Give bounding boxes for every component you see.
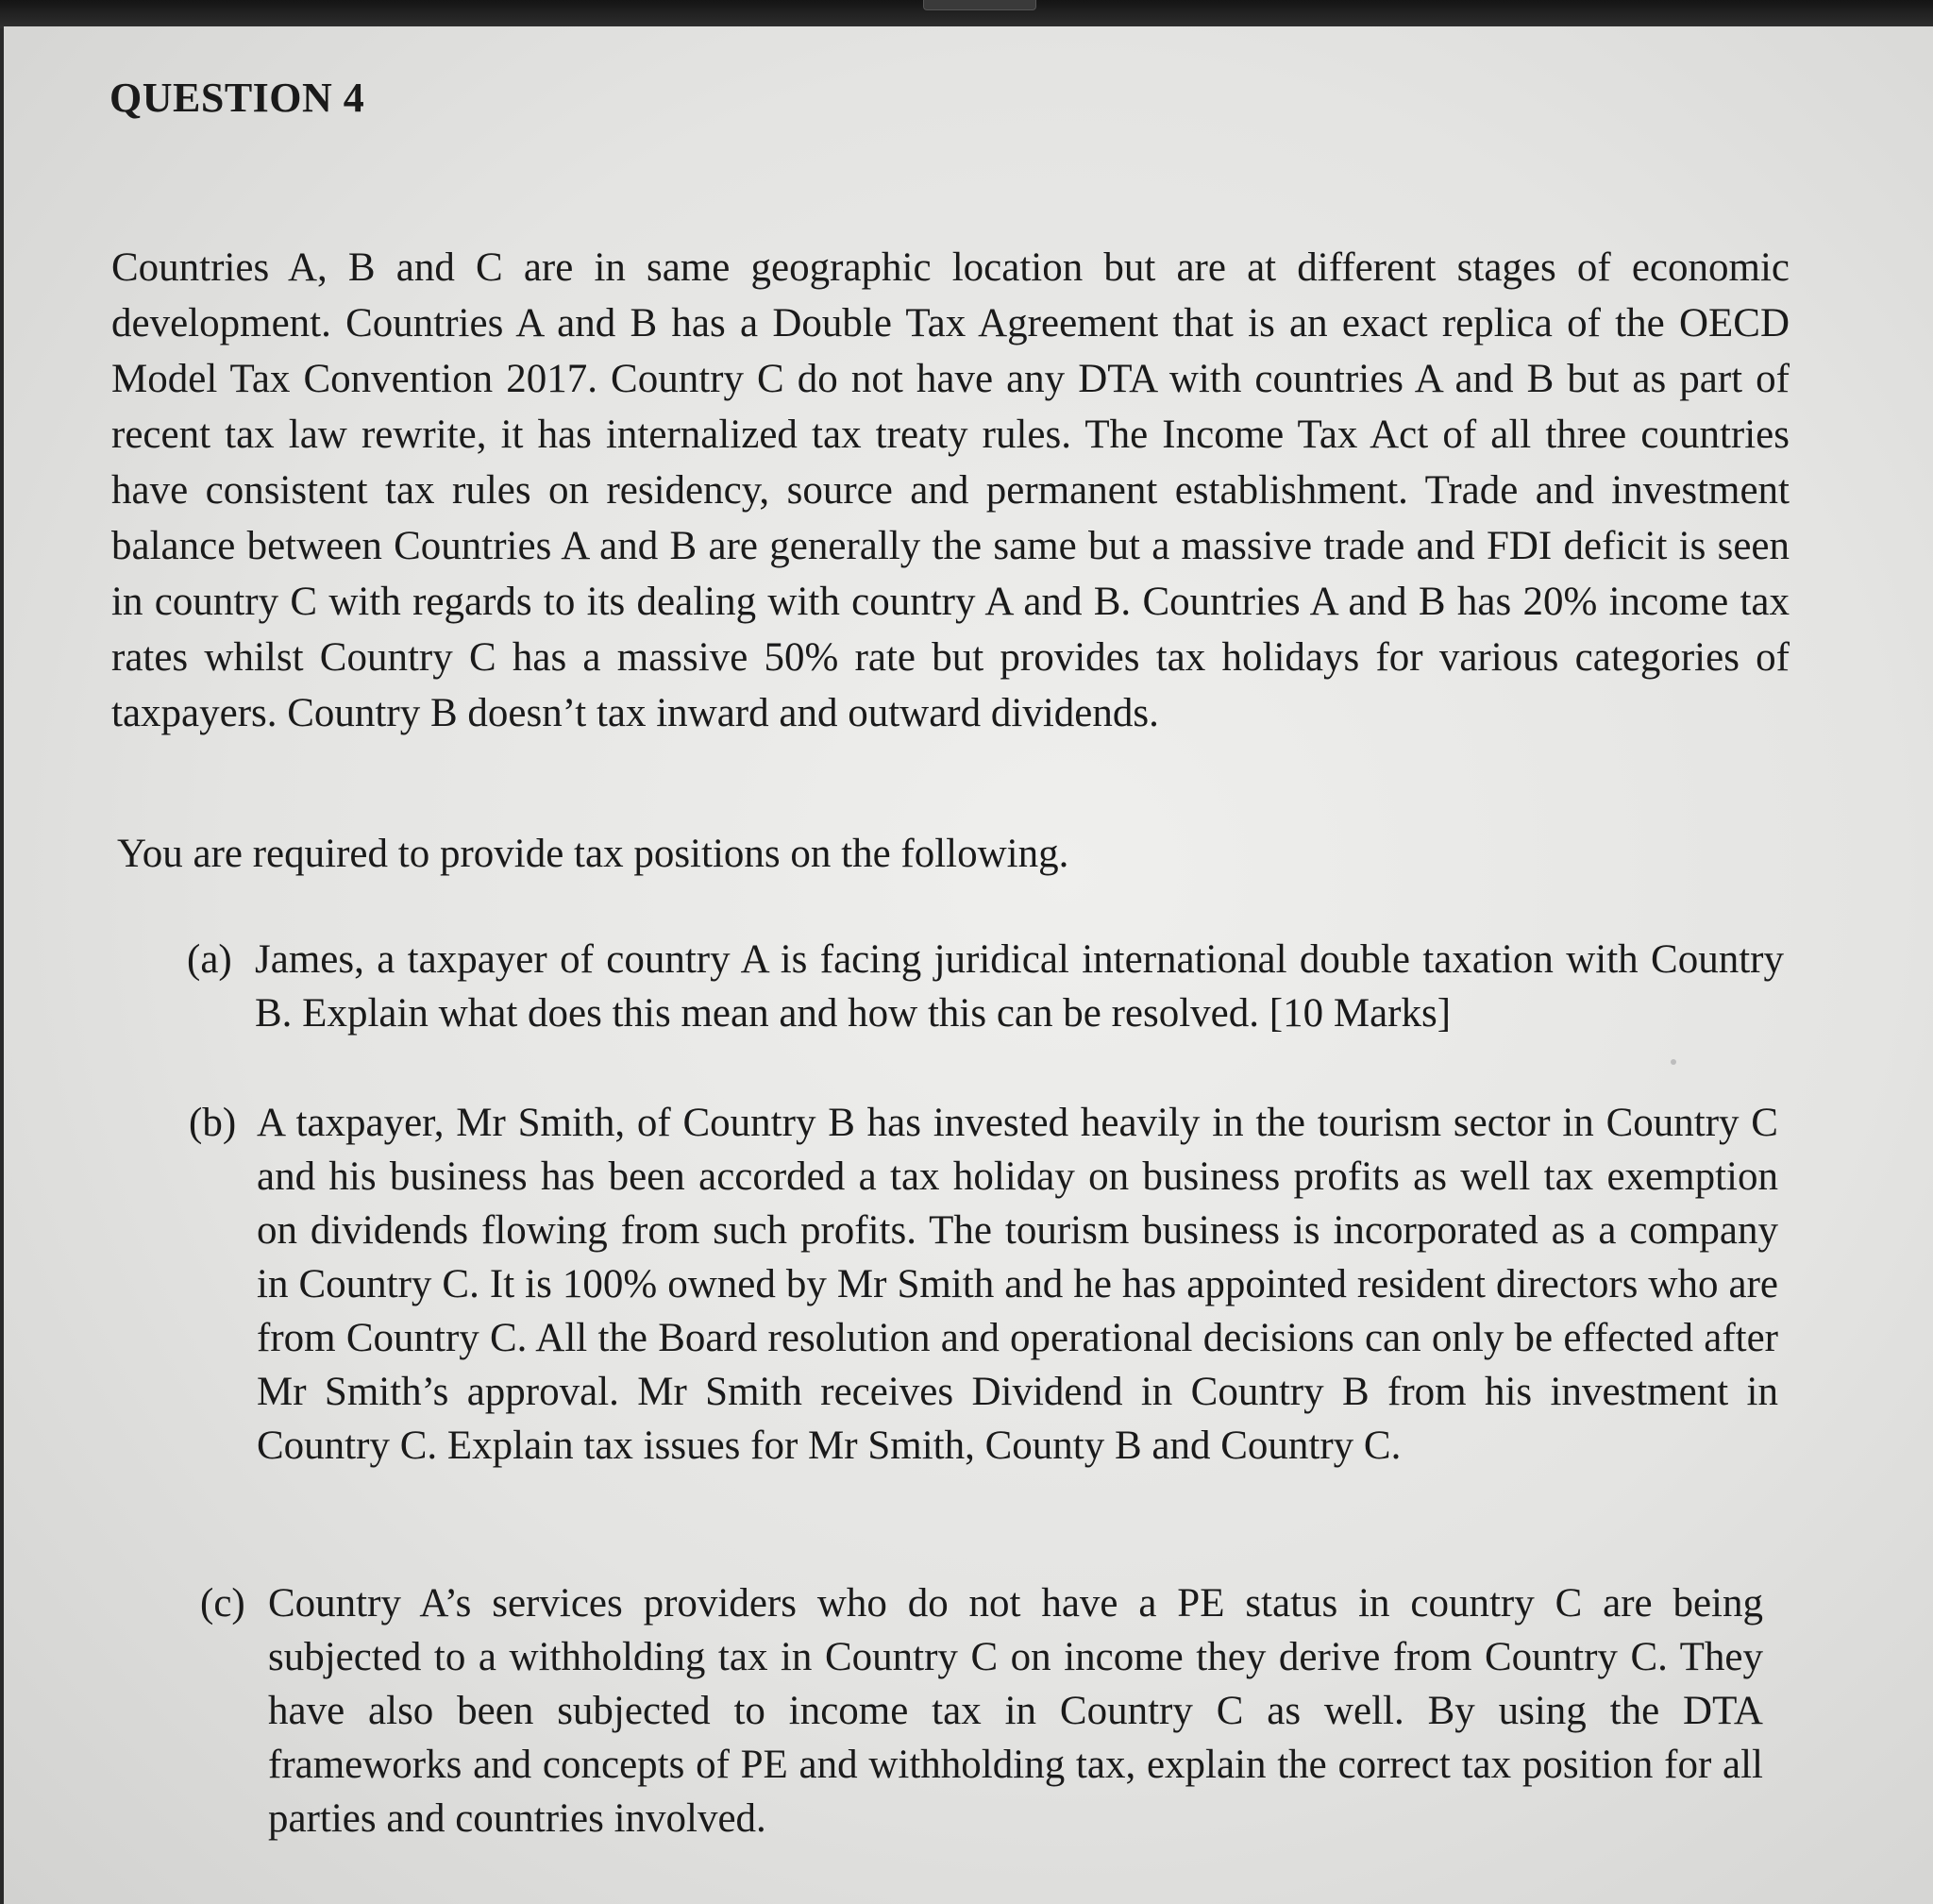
exam-page [4,26,1933,1904]
monitor-bezel [0,0,1933,28]
part-b-marker: (b) [189,1101,237,1145]
part-b-text: A taxpayer, Mr Smith, of Country B has invested heavily in the tourism sector in Country C and his business has been accorded a tax holiday on business profits as well tax exemption on dividends flowing from such profits. The tourism business is incorporated as a company in Country C. It is 100% owned by Mr Smith and he has appointed resident directors who are from Country C. All the Board resolution and operational decisions can only be effected after Mr Smith’s approval. Mr Smith receives Dividend in Country B from his investment in Country C. Explain tax issues for Mr Smith, County B and Country C. [257,1101,1778,1468]
question-part-c [200,1576,1763,1845]
part-a-text: James, a taxpayer of country A is facing juridical international double taxation with Country B. Explain what does this mean and how this can be resolved. [10 Marks] [255,937,1784,1036]
part-c-marker: (c) [200,1581,245,1626]
part-a-marker: (a) [187,937,232,982]
instruction-text: You are required to provide tax positions on the following. [117,832,1069,876]
question-heading: QUESTION 4 [109,75,365,121]
bezel-tab [923,0,1036,10]
question-part-a [187,933,1784,1040]
part-c-text: Country A’s services providers who do not have a PE status in country C are being subjected to a withholding tax in Country C on income they derive from Country C. They have also been subjected to income tax in Country C as well. By using the DTA frameworks and concepts of PE and withholding tax, explain the correct tax position for all parties and countries involved. [268,1581,1763,1841]
question-part-b [189,1096,1778,1473]
stray-dot [1671,1059,1676,1065]
intro-paragraph: Countries A, B and C are in same geographic location but are at different stages of economic development. Countries A and B has a Double Tax Agreement that is an exact replica of the OECD Model Tax Convention 2017. Country C do not have any DTA with countries A and B but as part of recent tax law rewrite, it has internalized tax treaty rules. The Income Tax Act of all three countries have consistent tax rules on residency, source and permanent establishment. Trade and investment balance between Countries A and B are generally the same but a massive trade and FDI deficit is seen in country C with regards to its dealing with country A and B. Countries A and B has 20% income tax rates whilst Country C has a massive 50% rate but provides tax holidays for various categories of taxpayers. Country B doesn’t tax inward and outward dividends. [111,245,1790,735]
